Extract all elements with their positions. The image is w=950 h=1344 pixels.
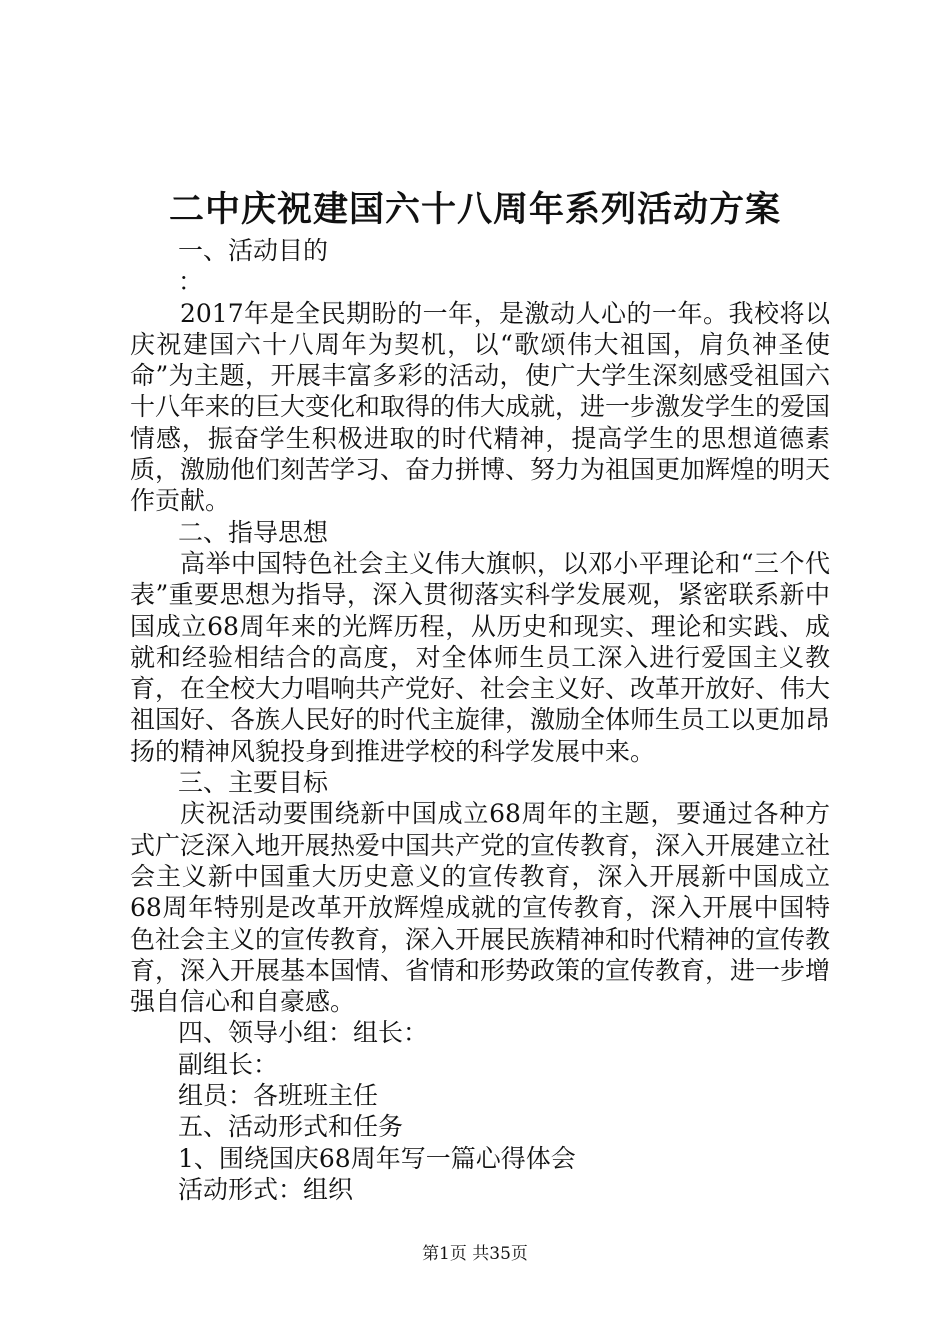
section-heading-activities: 五、活动形式和任务 (178, 1112, 404, 1142)
section-heading-main-goals: 三、主要目标 (178, 768, 329, 798)
line-activity-form: 活动形式：组织 (178, 1174, 354, 1204)
section-heading-guiding-thought: 二、指导思想 (178, 517, 329, 547)
line-members: 组员：各班班主任 (178, 1081, 379, 1111)
stray-colon: ： (178, 267, 204, 297)
paragraph-guiding-thought: 高举中国特色社会主义伟大旗帜，以邓小平理论和“三个代表”重要思想为指导，深入贯彻落实科学发展观，紧密联系新中国成立68周年来的光辉历程，从历史和现实、理论和实践、成就和经验相结合的高度，对全体师生员工深入进行爱国主义教育，在全校大力唱响共产党好、社会主义好、改革开放好、伟大祖国好、各族人民好的时代主旋律，激励全体师生员工以更加昂扬的精神风貌投身到推进学校的科学发展中来。 (130, 548, 831, 766)
line-deputy-leader: 副组长： (178, 1049, 279, 1079)
document-title: 二中庆祝建国六十八周年系列活动方案 (168, 189, 781, 230)
activity-item-1: 1、围绕国庆68周年写一篇心得体会 (178, 1143, 576, 1173)
document-body (130, 235, 830, 1205)
page-footer: 第1页 共35页 (422, 1244, 528, 1264)
paragraph-main-goals: 庆祝活动要围绕新中国成立68周年的主题，要通过各种方式广泛深入地开展热爱中国共产党的宣传教育，深入开展建立社会主义新中国重大历史意义的宣传教育，深入开展新中国成立68周年特别是改革开放辉煌成就的宣传教育，深入开展中国特色社会主义的宣传教育，深入开展民族精神和时代精神的宣传教育，深入开展基本国情、省情和形势政策的宣传教育，进一步增强自信心和自豪感。 (130, 799, 831, 1017)
section-heading-purpose: 一、活动目的 (178, 236, 329, 265)
paragraph-purpose: 2017年是全民期盼的一年，是激动人心的一年。我校将以庆祝建国六十八周年为契机，以“歌颂伟大祖国，肩负神圣使命”为主题，开展丰富多彩的活动，使广大学生深刻感受祖国六十八年来的巨大变化和取得的伟大成就，进一步激发学生的爱国情感，振奋学生积极进取的时代精神，提高学生的思想道德素质，激励他们刻苦学习、奋力拼博、努力为祖国更加辉煌的明天作贡献。 (130, 298, 831, 516)
section-heading-leadership-group: 四、领导小组：组长： (178, 1018, 429, 1048)
